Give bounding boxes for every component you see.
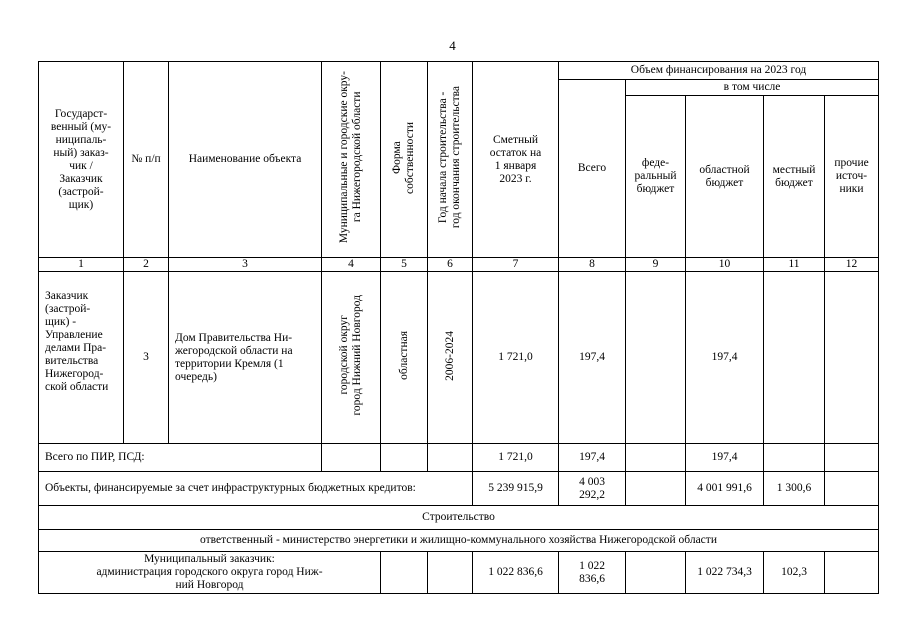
header-other: прочие источ- ники bbox=[825, 96, 879, 258]
header-financing-group: Объем финансирования на 2023 год bbox=[559, 62, 879, 80]
column-number: 9 bbox=[626, 258, 686, 272]
section-title: Строительство bbox=[39, 506, 879, 530]
header-total: Всего bbox=[559, 80, 626, 258]
header-customer: Государст- венный (му- ниципаль- ный) заказ- чик / Заказчик (застрой- щик) bbox=[39, 62, 124, 258]
header-estimate: Сметный остаток на 1 января 2023 г. bbox=[473, 62, 559, 258]
pir-total-regional: 197,4 bbox=[686, 444, 764, 472]
object-estimate: 1 721,0 bbox=[473, 272, 559, 444]
municipal-local: 102,3 bbox=[764, 552, 825, 594]
header-federal: феде- ральный бюджет bbox=[626, 96, 686, 258]
financing-table bbox=[38, 61, 879, 594]
object-row bbox=[39, 272, 879, 444]
object-regional: 197,4 bbox=[686, 272, 764, 444]
object-ownership bbox=[381, 272, 428, 444]
municipal-estimate: 1 022 836,6 bbox=[473, 552, 559, 594]
column-number-row bbox=[39, 258, 879, 272]
pir-total-label: Всего по ПИР, ПСД: bbox=[39, 444, 322, 472]
object-years bbox=[428, 272, 473, 444]
municipal-customer-label: Муниципальный заказчик: администрация городского округа город Ниж- ний Новгород bbox=[39, 552, 381, 594]
object-total: 197,4 bbox=[559, 272, 626, 444]
header-ownership bbox=[381, 62, 428, 258]
column-number: 8 bbox=[559, 258, 626, 272]
pir-total-total: 197,4 bbox=[559, 444, 626, 472]
header-row-1 bbox=[39, 62, 879, 80]
header-local: местный бюджет bbox=[764, 96, 825, 258]
column-number: 12 bbox=[825, 258, 879, 272]
responsible-label: ответственный - министерство энергетики и жилищно-коммунального хозяйства Нижегородской области bbox=[39, 530, 879, 552]
municipal-regional: 1 022 734,3 bbox=[686, 552, 764, 594]
object-customer: Заказчик (застрой- щик) - Управление делами Пра- вительства Нижегород- ской области bbox=[39, 272, 124, 444]
header-municipality-text: Муниципальные и городские окру- га Нижегородской области bbox=[338, 71, 363, 244]
header-including: в том числе bbox=[626, 80, 879, 96]
infra-credit-regional: 4 001 991,6 bbox=[686, 472, 764, 506]
column-number: 2 bbox=[124, 258, 169, 272]
pir-total-row bbox=[39, 444, 879, 472]
pir-total-estimate: 1 721,0 bbox=[473, 444, 559, 472]
object-federal bbox=[626, 272, 686, 444]
infra-credit-row bbox=[39, 472, 879, 506]
section-row bbox=[39, 506, 879, 530]
header-years-text: Год начала строительства - год окончания строительства bbox=[437, 86, 462, 229]
infra-credit-total: 4 003 292,2 bbox=[559, 472, 626, 506]
column-number: 3 bbox=[169, 258, 322, 272]
header-num: № п/п bbox=[124, 62, 169, 258]
column-number: 10 bbox=[686, 258, 764, 272]
column-number: 5 bbox=[381, 258, 428, 272]
infra-credit-local: 1 300,6 bbox=[764, 472, 825, 506]
object-other bbox=[825, 272, 879, 444]
header-years bbox=[428, 62, 473, 258]
column-number: 11 bbox=[764, 258, 825, 272]
object-local bbox=[764, 272, 825, 444]
municipal-customer-row bbox=[39, 552, 879, 594]
object-num: 3 bbox=[124, 272, 169, 444]
object-ownership-text: областная bbox=[397, 331, 410, 380]
header-regional: областной бюджет bbox=[686, 96, 764, 258]
municipal-total: 1 022 836,6 bbox=[559, 552, 626, 594]
column-number: 4 bbox=[322, 258, 381, 272]
object-name: Дом Правительства Ни- жегородской области на территории Кремля (1 очередь) bbox=[169, 272, 322, 444]
infra-credit-label: Объекты, финансируемые за счет инфраструктурных бюджетных кредитов: bbox=[39, 472, 473, 506]
header-object-name: Наименование объекта bbox=[169, 62, 322, 258]
column-number: 1 bbox=[39, 258, 124, 272]
header-municipality bbox=[322, 62, 381, 258]
column-number: 6 bbox=[428, 258, 473, 272]
object-municipality bbox=[322, 272, 381, 444]
object-municipality-text: городской округ город Нижний Новгород bbox=[338, 295, 363, 416]
column-number: 7 bbox=[473, 258, 559, 272]
header-ownership-text: Форма собственности bbox=[391, 121, 416, 194]
page-number: 4 bbox=[449, 38, 456, 53]
responsible-row bbox=[39, 530, 879, 552]
infra-credit-estimate: 5 239 915,9 bbox=[473, 472, 559, 506]
object-years-text: 2006-2024 bbox=[443, 330, 456, 381]
